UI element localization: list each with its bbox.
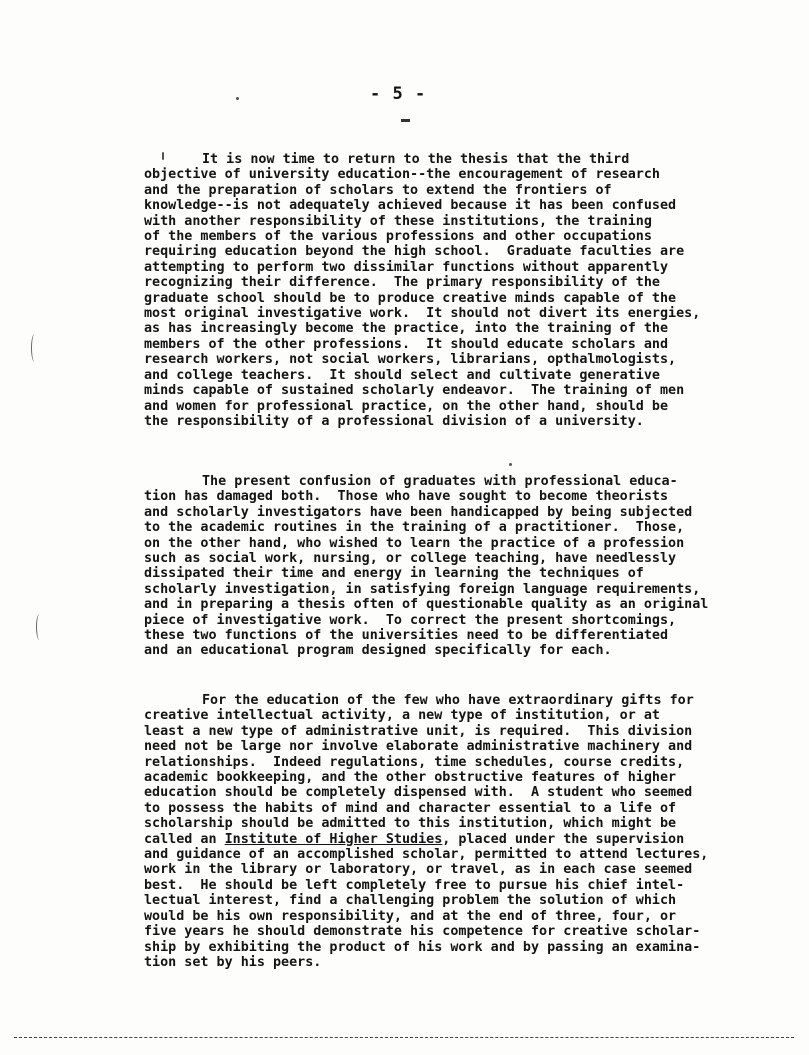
text-line: relationships. Indeed regulations, time schedules, course credits, [144,754,685,770]
text-line: minds capable of sustained scholarly endeavor. The training of men [144,383,685,399]
text-line: as has increasingly become the practice, into the training of the [144,321,669,337]
text-line: piece of investigative work. To correct the present shortcomings, [144,612,677,628]
text-fragment: , placed under the supervision [442,831,685,847]
header-dash-mark [401,119,410,122]
text-line: knowledge--is not adequately achieved because it has been confused [144,198,677,214]
text-line: scholarly investigation, in satisfying foreign language requirements, [144,581,701,597]
text-line: lectual interest, find a challenging problem the solution of which [144,893,677,909]
text-line: research workers, not social workers, librarians, opthalmologists, [144,352,677,368]
text-line: and women for professional practice, on the other hand, should be [144,398,669,414]
text-line: with another responsibility of these institutions, the training [144,213,652,229]
text-line: to the academic routines in the training of a practitioner. Those, [144,520,685,536]
institute-name-underlined: Institute of Higher Studies [224,831,443,847]
text-line: of the members of the various professions and other occupations [144,229,652,245]
text-line: graduate school should be to produce creative minds capable of the [144,290,677,306]
paragraph-2 [144,474,744,659]
text-line: tion set by his peers. [144,954,322,970]
text-line: would be his own responsibility, and at the end of three, four, or [144,908,677,924]
text-line: requiring education beyond the high school. Graduate faculties are [144,244,685,260]
text-line: The present confusion of graduates with professional educa- [202,474,678,489]
text-line: education should be completely dispensed with. A student who seemed [144,785,693,801]
text-line: on the other hand, who wished to learn the practice of a profession [144,535,685,551]
text-line: and guidance of an accomplished scholar, permitted to attend lectures, [144,847,709,863]
margin-mark [31,334,38,362]
scan-speck [236,97,239,100]
text-line: For the education of the few who have extraordinary gifts for [202,693,694,708]
text-line: five years he should demonstrate his competence for creative scholar- [144,924,701,940]
paragraph-1 [144,152,744,429]
text-line: these two functions of the universities need to be differentiated [144,628,669,644]
text-line: objective of university education--the encouragement of research [144,167,660,183]
text-line: and the preparation of scholars to extend the frontiers of [144,182,612,198]
paragraph-3 [144,693,744,970]
text-line: need not be large nor involve elaborate administrative machinery and [144,739,693,755]
text-line: ship by exhibiting the product of his work and by passing an examina- [144,939,701,955]
text-line: and in preparing a thesis often of questionable quality as an original [144,597,709,613]
text-line: creative intellectual activity, a new type of institution, or at [144,708,660,724]
text-line: attempting to perform two dissimilar functions without apparently [144,259,669,275]
text-line: academic bookkeeping, and the other obstructive features of higher [144,770,677,786]
text-line: It is now time to return to the thesis that the third [202,152,630,167]
scan-speck [509,463,512,466]
text-line: and scholarly investigators have been handicapped by being subjected [144,504,693,520]
text-line: recognizing their difference. The primary responsibility of the [144,275,660,291]
bottom-rule [14,1037,794,1038]
text-line: most original investigative work. It should not divert its energies, [144,306,701,322]
text-line: members of the other professions. It should educate scholars and [144,336,669,352]
text-line: best. He should be left completely free to pursue his chief intel- [144,877,685,893]
margin-mark [36,614,43,640]
text-line: dissipated their time and energy in learning the techniques of [144,566,644,582]
page-number: - 5 - [370,84,427,104]
text-line: the responsibility of a professional division of a university. [144,413,644,429]
text-line: work in the library or laboratory, or travel, as in each case seemed [144,862,693,878]
text-line: and an educational program designed specifically for each. [144,643,612,659]
text-line: and college teachers. It should select and cultivate generative [144,367,660,383]
text-line: scholarship should be admitted to this institution, which might be [144,816,677,832]
text-line: tion has damaged both. Those who have sought to become theorists [144,489,669,505]
text-line: to possess the habits of mind and character essential to a life of [144,800,677,816]
text-fragment: called an [144,831,225,847]
text-line: such as social work, nursing, or college teaching, have needlessly [144,551,677,567]
text-line-with-underlined-title [144,832,744,847]
text-line: least a new type of administrative unit, is required. This division [144,723,693,739]
